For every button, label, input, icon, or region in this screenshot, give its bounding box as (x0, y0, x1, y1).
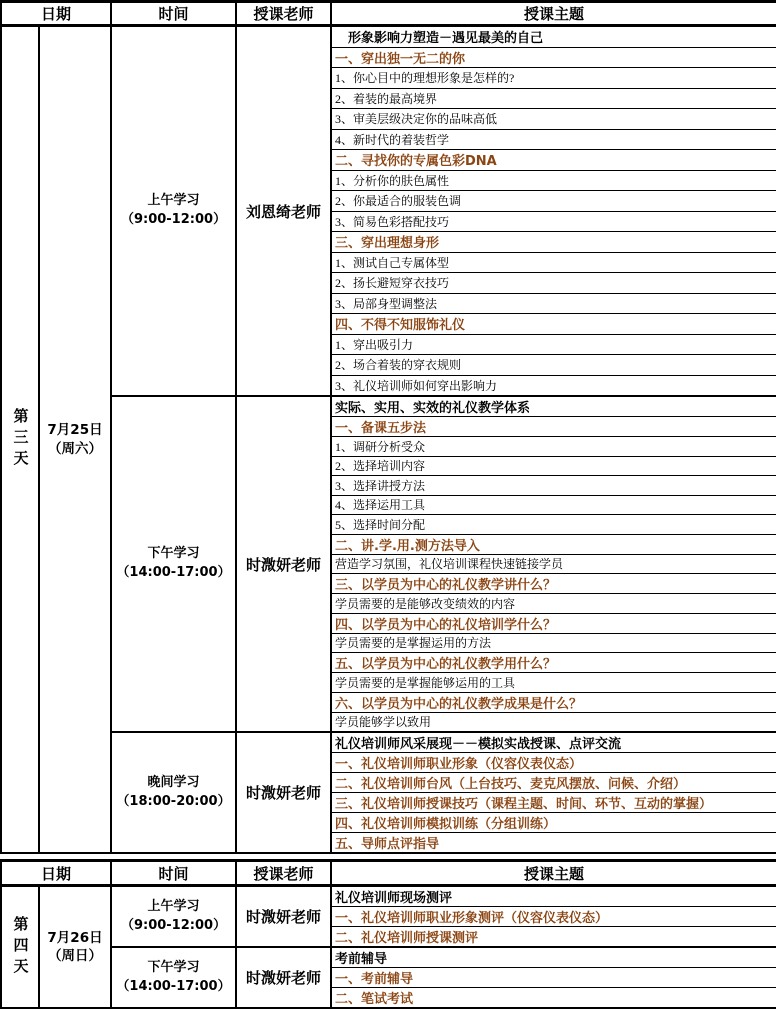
topic-item: 2、你最适合的服装色调 (331, 191, 776, 212)
teacher-name: 刘恩绮老师 (236, 26, 331, 397)
topic-item: 3、礼仪培训师如何穿出影响力 (331, 375, 776, 396)
header-row (1, 2, 776, 26)
header-time: 时间 (111, 861, 236, 886)
date-label: （周六） (48, 440, 102, 457)
topic-section: 一、礼仪培训师职业形象（仪容仪表仪态） (331, 753, 776, 773)
schedule-table-day-4 (0, 859, 776, 1009)
date-label: （周日） (48, 948, 102, 964)
topic-section: 五、导师点评指导 (331, 833, 776, 854)
topic-section: 二、笔试考试 (331, 988, 776, 1009)
topic-title: 考前辅导 (331, 947, 776, 968)
schedule-row (1, 886, 776, 907)
time-label: （14:00-17:00） (116, 978, 231, 994)
topic-section: 三、穿出理想身形 (331, 232, 776, 253)
topic-item: 2、着装的最高境界 (331, 88, 776, 109)
topic-section: 一、备课五步法 (331, 417, 776, 437)
time-cell (111, 396, 236, 732)
day-cell (1, 26, 39, 854)
teacher-name: 时溦妍老师 (236, 886, 331, 948)
header-date: 日期 (1, 861, 111, 886)
time-label: （14:00-17:00） (116, 565, 231, 580)
time-label: （9:00-12:00） (120, 212, 227, 227)
topic-item: 学员能够学以致用 (331, 712, 776, 732)
day-label: 第三天 (11, 408, 30, 471)
topic-title: 礼仪培训师现场测评 (331, 886, 776, 907)
day-label: 第四天 (11, 915, 30, 979)
topic-item: 3、简易色彩搭配技巧 (331, 211, 776, 232)
topic-item: 学员需要的是能够改变绩效的内容 (331, 594, 776, 614)
teacher-name: 时溦妍老师 (236, 396, 331, 732)
topic-section: 六、以学员为中心的礼仪教学成果是什么？ (331, 692, 776, 712)
topic-item: 3、局部身型调整法 (331, 293, 776, 314)
topic-item: 1、分析你的肤色属性 (331, 170, 776, 191)
header-date: 日期 (1, 2, 111, 26)
topic-title: 形象影响力塑造－遇见最美的自己 (331, 26, 776, 48)
time-label: 上午学习 (147, 193, 200, 209)
date-cell (39, 26, 111, 854)
topic-section: 四、不得不知服饰礼仪 (331, 314, 776, 335)
topic-title: 礼仪培训师风采展现－－模拟实战授课、点评交流 (331, 732, 776, 753)
header-time: 时间 (111, 2, 236, 26)
schedule-row (1, 396, 776, 417)
topic-section: 二、讲.学.用.测方法导入 (331, 534, 776, 554)
topic-item: 营造学习氛围，礼仪培训课程快速链接学员 (331, 554, 776, 574)
time-cell (111, 886, 236, 948)
topic-item: 2、扬长避短穿衣技巧 (331, 273, 776, 294)
topic-item: 学员需要的是掌握能够运用的工具 (331, 673, 776, 693)
time-label: 晚间学习 (147, 774, 200, 790)
header-row (1, 861, 776, 886)
topic-item: 4、选择运用工具 (331, 495, 776, 515)
topic-section: 五、以学员为中心的礼仪教学用什么？ (331, 653, 776, 673)
topic-item: 1、调研分析受众 (331, 437, 776, 457)
schedule-row (1, 26, 776, 48)
time-label: （18:00-20:00） (116, 793, 231, 809)
topic-section: 三、以学员为中心的礼仪教学讲什么？ (331, 574, 776, 594)
time-label: 下午学习 (147, 546, 200, 562)
topic-title: 实际、实用、实效的礼仪教学体系 (331, 396, 776, 417)
topic-item: 4、新时代的着装哲学 (331, 129, 776, 150)
topic-item: 1、穿出吸引力 (331, 334, 776, 355)
topic-section: 二、礼仪培训师授课测评 (331, 927, 776, 948)
date-label: 7月26日 (47, 929, 103, 946)
topic-section: 二、礼仪培训师台风（上台技巧、麦克风摆放、问候、介绍） (331, 773, 776, 793)
time-cell (111, 732, 236, 853)
teacher-name: 时溦妍老师 (236, 732, 331, 853)
topic-item: 2、选择培训内容 (331, 456, 776, 476)
time-label: 上午学习 (147, 898, 200, 914)
topic-item: 3、选择讲授方法 (331, 476, 776, 496)
time-label: 下午学习 (147, 959, 200, 975)
header-teacher: 授课老师 (236, 2, 331, 26)
schedule-body-day-3 (1, 26, 776, 854)
time-label: （9:00-12:00） (120, 917, 227, 933)
topic-item: 5、选择时间分配 (331, 515, 776, 535)
topic-item: 学员需要的是掌握运用的方法 (331, 633, 776, 653)
topic-item: 1、你心目中的理想形象是怎样的? (331, 68, 776, 89)
topic-section: 四、礼仪培训师模拟训练（分组训练） (331, 813, 776, 833)
header-teacher: 授课老师 (236, 861, 331, 886)
time-cell (111, 947, 236, 1008)
topic-section: 一、考前辅导 (331, 968, 776, 988)
topic-section: 一、礼仪培训师职业形象测评（仪容仪表仪态） (331, 907, 776, 927)
teacher-name: 时溦妍老师 (236, 947, 331, 1008)
date-label: 7月25日 (47, 422, 103, 439)
header-topic: 授课主题 (331, 861, 776, 886)
topic-item: 1、测试自己专属体型 (331, 252, 776, 273)
topic-item: 3、审美层级决定你的品味高低 (331, 109, 776, 130)
schedule-row (1, 732, 776, 753)
topic-section: 四、以学员为中心的礼仪培训学什么？ (331, 613, 776, 633)
schedule-row (1, 947, 776, 968)
topic-item: 2、场合着装的穿衣规则 (331, 355, 776, 376)
topic-section: 一、穿出独一无二的你 (331, 47, 776, 68)
time-cell (111, 26, 236, 397)
header-topic: 授课主题 (331, 2, 776, 26)
topic-section: 三、礼仪培训师授课技巧（课程主题、时间、环节、互动的掌握） (331, 793, 776, 813)
topic-section: 二、寻找你的专属色彩DNA (331, 150, 776, 171)
